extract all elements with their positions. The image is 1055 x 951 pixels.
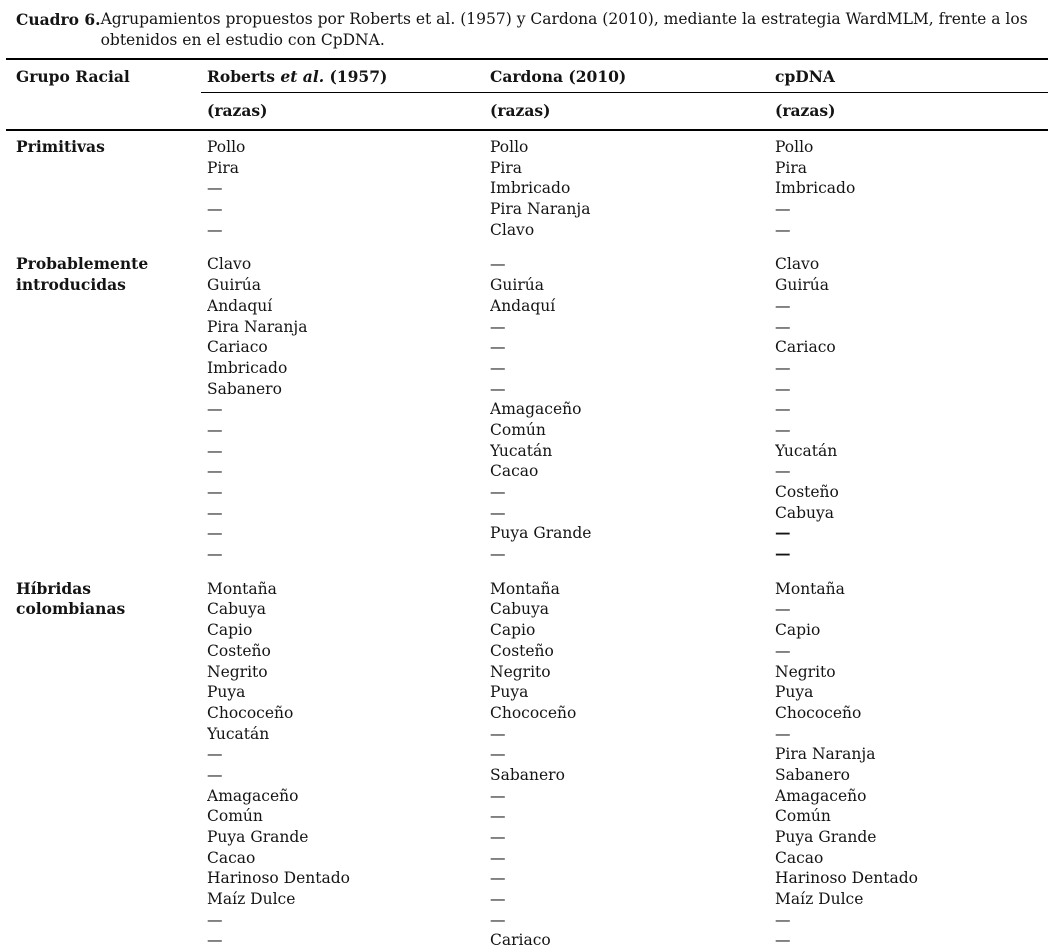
race-entry: —	[490, 786, 506, 805]
race-entry: —	[775, 910, 791, 929]
race-entry: —	[775, 296, 791, 315]
race-entry: —	[490, 338, 506, 357]
race-entry: —	[490, 255, 506, 274]
race-entry: —	[490, 910, 506, 929]
race-entry: —	[490, 724, 506, 743]
race-entry: —	[207, 931, 223, 950]
race-entry: —	[775, 544, 791, 564]
race-entry: Negrito	[775, 662, 836, 681]
race-entry: —	[775, 358, 791, 377]
race-entry: Yucatán	[490, 441, 553, 460]
race-entry: Negrito	[490, 662, 551, 681]
race-entry: —	[207, 462, 223, 481]
race-entry: Montaña	[490, 579, 560, 598]
race-entry: Cacao	[775, 848, 824, 867]
column-header-roberts	[207, 67, 490, 86]
race-entry: Harinoso Dentado	[775, 869, 918, 888]
race-entry: —	[490, 848, 506, 867]
column-header-cardona: Cardona (2010)	[490, 67, 627, 86]
race-entry: —	[207, 400, 223, 419]
race-entry: —	[207, 441, 223, 460]
race-entry: Maíz Dulce	[775, 890, 864, 909]
cardona-column-cell	[490, 137, 775, 240]
table	[6, 58, 1048, 951]
race-entry: Clavo	[207, 255, 252, 274]
race-entry: —	[207, 483, 223, 501]
subheader-roberts-razas: (razas)	[207, 101, 268, 120]
group-label-line: colombianas	[16, 599, 126, 619]
race-entry: Chococeño	[207, 703, 294, 722]
race-entry: —	[775, 400, 791, 419]
race-entry: Sabanero	[490, 765, 565, 784]
group-label-cell	[6, 137, 207, 240]
race-entry: Cacao	[207, 848, 256, 867]
race-entry: —	[207, 524, 223, 543]
race-entry: —	[207, 220, 223, 239]
table-caption	[0, 0, 1055, 51]
race-entry: —	[207, 420, 223, 439]
column-header-cpdna: cpDNA	[775, 67, 835, 86]
caption-text: Agrupamientos propuestos por Roberts et al. (1957) y Cardona (2010), mediante la estrategia WardMLM, frente a los obtenidos en el estudio con CpDNA.	[100, 10, 1028, 49]
race-entry: Guirúa	[207, 276, 261, 295]
race-entry: Cariaco	[775, 338, 836, 357]
race-entry: Pollo	[775, 138, 814, 156]
race-entry: Puya	[207, 683, 246, 702]
subheader-cpdna-razas: (razas)	[775, 101, 836, 120]
race-entry: Harinoso Dentado	[207, 869, 350, 888]
race-entry: —	[207, 179, 223, 198]
race-entry: Clavo	[490, 220, 535, 239]
race-entry: Puya Grande	[775, 828, 877, 846]
race-entry: Costeño	[207, 641, 271, 660]
race-entry: Yucatán	[207, 724, 270, 743]
cpdna-column-cell	[775, 579, 1048, 951]
group-label-line: Probablemente	[16, 254, 149, 274]
race-entry: —	[490, 828, 506, 846]
race-entry: —	[490, 890, 506, 909]
race-entry: Pira	[775, 158, 808, 177]
race-entry: Clavo	[775, 255, 820, 274]
group-label-line: introducidas	[16, 275, 126, 295]
race-entry: Puya Grande	[490, 524, 592, 543]
race-entry: —	[775, 641, 791, 660]
race-entry: Cabuya	[490, 600, 550, 619]
race-entry: —	[490, 503, 506, 522]
roberts-post: (1957)	[324, 67, 388, 86]
race-entry: —	[207, 503, 223, 522]
race-entry: Común	[207, 807, 263, 826]
race-entry: —	[207, 545, 223, 564]
race-entry: Puya	[775, 683, 814, 702]
race-entry: —	[775, 420, 791, 439]
race-entry: Pollo	[490, 138, 529, 156]
race-entry: —	[207, 910, 223, 929]
cpdna-column-cell	[775, 254, 1048, 564]
roberts-column-cell	[207, 137, 490, 240]
race-entry: —	[775, 600, 791, 619]
race-entry: Pira	[490, 158, 523, 177]
race-entry: Pira	[207, 158, 240, 177]
table-section	[6, 579, 1048, 951]
race-entry: Capio	[775, 621, 821, 640]
race-entry: —	[490, 379, 506, 398]
race-entry: —	[490, 869, 506, 888]
race-entry: —	[207, 200, 223, 219]
race-entry: Yucatán	[775, 441, 838, 460]
race-entry: Guirúa	[775, 276, 829, 295]
race-entry: —	[490, 745, 506, 764]
race-entry: Capio	[490, 621, 536, 640]
subheader-empty	[6, 101, 207, 120]
table-section	[6, 254, 1048, 564]
race-entry: Cabuya	[207, 600, 267, 619]
race-entry: —	[775, 724, 791, 743]
race-entry: Chococeño	[775, 703, 862, 722]
race-entry: Común	[775, 807, 831, 826]
race-entry: Pira Naranja	[207, 317, 308, 336]
race-entry: —	[490, 483, 506, 501]
race-entry: Costeño	[490, 641, 554, 660]
race-entry: Amagaceño	[775, 786, 867, 805]
race-entry: Pira Naranja	[490, 200, 591, 219]
race-entry: Pollo	[207, 138, 246, 156]
roberts-column-cell	[207, 254, 490, 564]
race-entry: —	[775, 317, 791, 336]
race-entry: —	[490, 807, 506, 826]
race-entry: —	[207, 765, 223, 784]
race-entry: —	[490, 545, 506, 564]
race-entry: Maíz Dulce	[207, 890, 296, 909]
race-entry: Puya	[490, 683, 529, 702]
table-body	[6, 131, 1048, 951]
race-entry: —	[207, 745, 223, 764]
race-entry: Cariaco	[490, 931, 551, 950]
group-label-line: Primitivas	[16, 137, 105, 156]
cpdna-column-cell	[775, 137, 1048, 240]
race-entry: Puya Grande	[207, 828, 309, 846]
race-entry: Amagaceño	[490, 400, 582, 419]
race-entry: Andaquí	[207, 296, 273, 315]
race-entry: Común	[490, 420, 546, 439]
subheader-row	[6, 93, 1048, 129]
group-label-line: Híbridas	[16, 578, 92, 598]
header-row	[6, 60, 1048, 92]
roberts-etal: et al.	[280, 67, 325, 86]
race-entry: Imbricado	[775, 179, 856, 198]
caption-number: Cuadro 6.	[16, 10, 101, 29]
race-entry: Andaquí	[490, 296, 556, 315]
race-entry: Montaña	[775, 579, 845, 598]
race-entry: —	[775, 379, 791, 398]
race-entry: Cariaco	[207, 338, 268, 357]
race-entry: Guirúa	[490, 276, 544, 295]
race-entry: —	[775, 462, 791, 481]
race-entry: —	[775, 200, 791, 219]
group-label-cell	[6, 579, 207, 951]
roberts-pre: Roberts	[207, 67, 281, 86]
race-entry: Montaña	[207, 579, 277, 598]
race-entry: Amagaceño	[207, 786, 299, 805]
race-entry: Imbricado	[490, 179, 571, 198]
subheader-cardona-razas: (razas)	[490, 101, 551, 120]
race-entry: Chococeño	[490, 703, 577, 722]
roberts-column-cell	[207, 579, 490, 951]
cardona-column-cell	[490, 254, 775, 564]
race-entry: —	[775, 523, 791, 543]
race-entry: —	[490, 358, 506, 377]
race-entry: —	[775, 220, 791, 239]
table-section	[6, 137, 1048, 240]
cardona-column-cell	[490, 579, 775, 951]
race-entry: Costeño	[775, 483, 839, 501]
race-entry: Sabanero	[207, 379, 282, 398]
race-entry: Cabuya	[775, 503, 835, 522]
race-entry: Capio	[207, 621, 253, 640]
race-entry: Sabanero	[775, 765, 850, 784]
race-entry: Pira Naranja	[775, 745, 876, 764]
race-entry: Cacao	[490, 462, 539, 481]
race-entry: Imbricado	[207, 358, 288, 377]
race-entry: —	[775, 931, 791, 950]
race-entry: Negrito	[207, 662, 268, 681]
race-entry: —	[490, 317, 506, 336]
group-label-cell	[6, 254, 207, 564]
column-header-grupo-racial: Grupo Racial	[16, 67, 130, 86]
